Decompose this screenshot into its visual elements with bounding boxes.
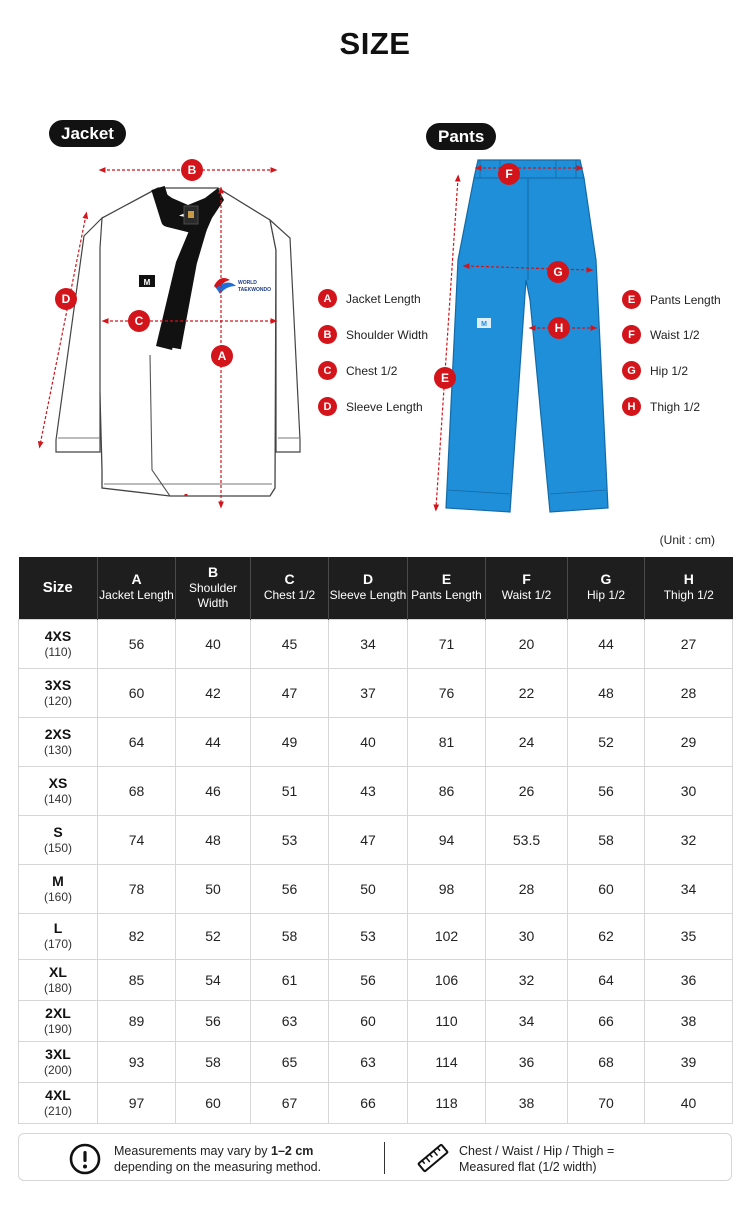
measure-cell: 62 (568, 913, 645, 959)
measure-cell: 86 (408, 766, 486, 815)
marker-h: H (554, 321, 564, 335)
legend-badge: D (318, 397, 337, 416)
size-cell: L (170) (19, 913, 98, 959)
legend-sleeve-length (318, 397, 423, 416)
measure-cell: 52 (568, 717, 645, 766)
page-title: SIZE (339, 26, 411, 61)
measure-cell: 74 (98, 815, 176, 864)
measure-cell: 47 (251, 668, 329, 717)
measure-cell: 40 (176, 619, 251, 668)
measure-cell: 53 (329, 913, 408, 959)
measure-cell: 48 (176, 815, 251, 864)
measure-cell: 56 (251, 864, 329, 913)
measure-cell: 45 (251, 619, 329, 668)
measure-cell: 46 (176, 766, 251, 815)
measure-cell: 60 (568, 864, 645, 913)
table-row (19, 959, 733, 1000)
measure-cell: 38 (486, 1082, 568, 1123)
jacket-illustration (40, 170, 300, 505)
legend-label: Waist 1/2 (650, 327, 700, 342)
measure-cell: 63 (329, 1041, 408, 1082)
marker-g: G (553, 265, 563, 279)
ruler-icon (417, 1142, 449, 1174)
measure-cell: 36 (486, 1041, 568, 1082)
measure-cell: 42 (176, 668, 251, 717)
note-text: Measurements may vary by 1–2 cm depending on the measuring method. (114, 1144, 322, 1174)
measure-cell: 118 (408, 1082, 486, 1123)
measure-cell: 39 (645, 1041, 733, 1082)
measure-cell: 82 (98, 913, 176, 959)
svg-text:M: M (481, 321, 487, 328)
marker-d: D (61, 292, 71, 306)
table-row (19, 864, 733, 913)
pants-illustration (436, 160, 608, 512)
measure-cell: 53 (251, 815, 329, 864)
size-cell: XS (140) (19, 766, 98, 815)
table-row (19, 717, 733, 766)
measure-cell: 78 (98, 864, 176, 913)
measure-cell: 58 (568, 815, 645, 864)
flat-measure-note: Chest / Waist / Hip / Thigh = Measured flat (1/2 width) (459, 1144, 615, 1174)
measure-cell: 56 (176, 1000, 251, 1041)
measure-cell: 64 (98, 717, 176, 766)
measure-cell: 40 (645, 1082, 733, 1123)
measure-cell: 27 (645, 619, 733, 668)
measure-cell: 26 (486, 766, 568, 815)
legend-pants-length (622, 290, 721, 309)
measure-cell: 50 (176, 864, 251, 913)
measure-cell: 37 (329, 668, 408, 717)
header-f: F Waist 1/2 (486, 557, 568, 619)
header-size: Size (19, 557, 98, 619)
measure-cell: 34 (329, 619, 408, 668)
exclamation-circle-icon (69, 1143, 101, 1175)
legend-waist (622, 325, 700, 344)
divider (384, 1142, 385, 1174)
measure-cell: 70 (568, 1082, 645, 1123)
measure-cell: 49 (251, 717, 329, 766)
measure-cell: 97 (98, 1082, 176, 1123)
marker-b: B (187, 163, 197, 177)
measure-cell: 102 (408, 913, 486, 959)
legend-label: Sleeve Length (346, 399, 423, 414)
measure-cell: 64 (568, 959, 645, 1000)
measure-cell: 52 (176, 913, 251, 959)
legend-label: Chest 1/2 (346, 363, 398, 378)
measure-cell: 35 (645, 913, 733, 959)
legend-label: Thigh 1/2 (650, 399, 701, 414)
measure-cell: 40 (329, 717, 408, 766)
measure-cell: 20 (486, 619, 568, 668)
legend-label: Hip 1/2 (650, 363, 689, 378)
header-d: D Sleeve Length (329, 557, 408, 619)
legend-label: Shoulder Width (346, 327, 429, 342)
measure-cell: 34 (486, 1000, 568, 1041)
measure-cell: 48 (568, 668, 645, 717)
legend-shoulder-width (318, 325, 428, 344)
marker-f: F (505, 167, 513, 181)
measure-cell: 34 (645, 864, 733, 913)
legend-badge: A (318, 289, 337, 308)
header-a: A Jacket Length (98, 557, 176, 619)
measurement-note (18, 1133, 732, 1181)
measure-cell: 60 (98, 668, 176, 717)
marker-a: A (217, 349, 227, 363)
measure-cell: 68 (568, 1041, 645, 1082)
measure-cell: 58 (176, 1041, 251, 1082)
measure-cell: 89 (98, 1000, 176, 1041)
legend-label: Jacket Length (346, 291, 421, 306)
measure-cell: 53.5 (486, 815, 568, 864)
measure-cell: 81 (408, 717, 486, 766)
header-b: B Shoulder Width (176, 557, 251, 619)
pants-label: Pants (426, 123, 496, 150)
marker-c: C (134, 314, 144, 328)
jacket-label: Jacket (49, 120, 126, 147)
legend-badge: B (318, 325, 337, 344)
measure-cell: 94 (408, 815, 486, 864)
header-h: H Thigh 1/2 (645, 557, 733, 619)
size-table (18, 557, 733, 1124)
legend-hip (622, 361, 688, 380)
table-row (19, 619, 733, 668)
measure-cell: 114 (408, 1041, 486, 1082)
size-cell: 3XS (120) (19, 668, 98, 717)
logo-line2: TAEKWONDO (238, 287, 271, 293)
size-cell: 3XL (200) (19, 1041, 98, 1082)
size-cell: 2XL (190) (19, 1000, 98, 1041)
measure-cell: 22 (486, 668, 568, 717)
header-e: E Pants Length (408, 557, 486, 619)
measure-cell: 56 (98, 619, 176, 668)
legend-thigh (622, 397, 700, 416)
measure-cell: 98 (408, 864, 486, 913)
legend-label: Pants Length (650, 292, 721, 307)
measure-cell: 36 (645, 959, 733, 1000)
measure-cell: 61 (251, 959, 329, 1000)
marker-e: E (440, 371, 450, 385)
table-row (19, 815, 733, 864)
legend-badge: C (318, 361, 337, 380)
measure-cell: 58 (251, 913, 329, 959)
measure-cell: 60 (329, 1000, 408, 1041)
measure-cell: 67 (251, 1082, 329, 1123)
size-cell: 4XL (210) (19, 1082, 98, 1123)
measure-cell: 106 (408, 959, 486, 1000)
measure-cell: 30 (486, 913, 568, 959)
measure-cell: 85 (98, 959, 176, 1000)
table-header-row (19, 557, 733, 619)
legend-badge: F (622, 325, 641, 344)
measure-cell: 110 (408, 1000, 486, 1041)
measure-cell: 43 (329, 766, 408, 815)
measure-cell: 44 (568, 619, 645, 668)
legend-badge: H (622, 397, 641, 416)
size-cell: XL (180) (19, 959, 98, 1000)
measure-cell: 65 (251, 1041, 329, 1082)
legend-jacket-length (318, 289, 421, 308)
table-row (19, 766, 733, 815)
measure-cell: 28 (486, 864, 568, 913)
unit-label: (Unit : cm) (659, 533, 715, 547)
size-cell: 2XS (130) (19, 717, 98, 766)
logo-line1: WORLD (238, 280, 257, 286)
legend-badge: G (622, 361, 641, 380)
measure-cell: 28 (645, 668, 733, 717)
measure-cell: 56 (568, 766, 645, 815)
header-c: C Chest 1/2 (251, 557, 329, 619)
measure-cell: 93 (98, 1041, 176, 1082)
legend-badge: E (622, 290, 641, 309)
measure-cell: 38 (645, 1000, 733, 1041)
header-g: G Hip 1/2 (568, 557, 645, 619)
table-row (19, 668, 733, 717)
measure-cell: 32 (645, 815, 733, 864)
measure-cell: 54 (176, 959, 251, 1000)
measure-cell: 50 (329, 864, 408, 913)
measure-cell: 56 (329, 959, 408, 1000)
size-cell: M (160) (19, 864, 98, 913)
table-row (19, 1082, 733, 1123)
measure-cell: 47 (329, 815, 408, 864)
measure-cell: 68 (98, 766, 176, 815)
measure-cell: 51 (251, 766, 329, 815)
table-row (19, 1000, 733, 1041)
measure-cell: 29 (645, 717, 733, 766)
measure-cell: 66 (568, 1000, 645, 1041)
measure-cell: 24 (486, 717, 568, 766)
table-row (19, 1041, 733, 1082)
table-row (19, 913, 733, 959)
measure-cell: 71 (408, 619, 486, 668)
measure-cell: 32 (486, 959, 568, 1000)
legend-chest (318, 361, 397, 380)
measure-cell: 66 (329, 1082, 408, 1123)
size-cell: 4XS (110) (19, 619, 98, 668)
measure-cell: 60 (176, 1082, 251, 1123)
measure-cell: 44 (176, 717, 251, 766)
measure-cell: 76 (408, 668, 486, 717)
svg-text:M: M (143, 278, 151, 287)
size-cell: S (150) (19, 815, 98, 864)
measure-cell: 30 (645, 766, 733, 815)
measure-cell: 63 (251, 1000, 329, 1041)
